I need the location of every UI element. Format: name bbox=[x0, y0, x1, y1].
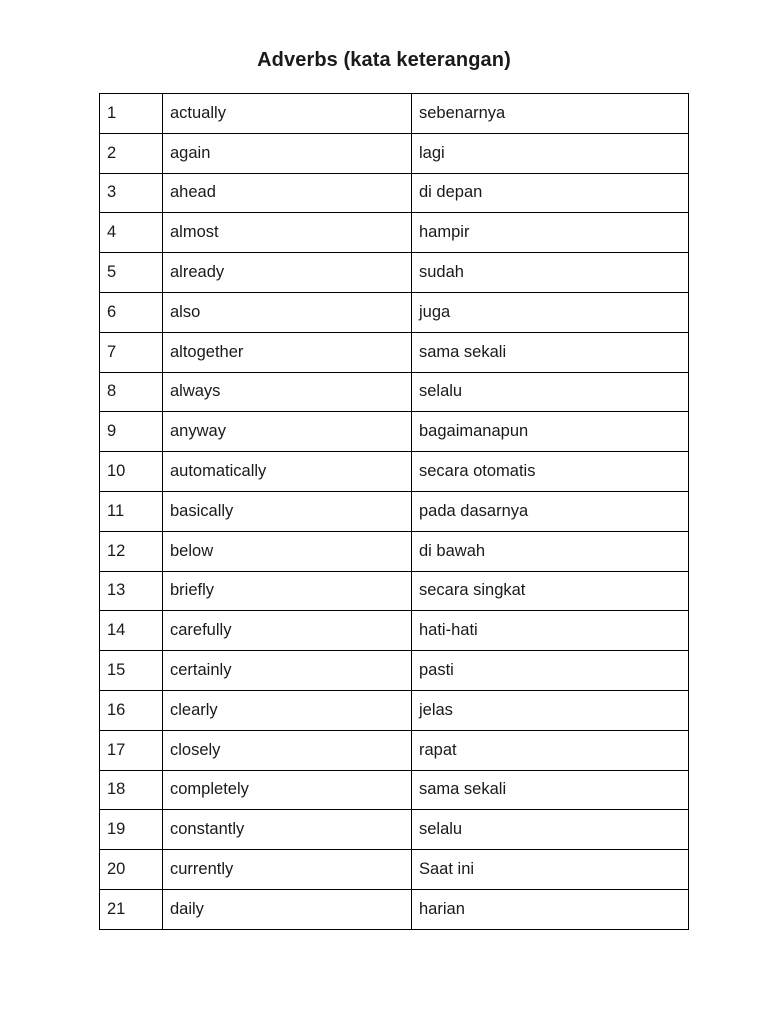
indonesian-translation-cell: juga bbox=[412, 292, 689, 332]
english-word-cell: also bbox=[163, 292, 412, 332]
indonesian-translation-cell: sebenarnya bbox=[412, 94, 689, 134]
indonesian-translation-cell: rapat bbox=[412, 730, 689, 770]
row-number-cell: 6 bbox=[100, 292, 163, 332]
table-row bbox=[100, 213, 689, 253]
row-number-cell: 2 bbox=[100, 133, 163, 173]
english-word-cell: closely bbox=[163, 730, 412, 770]
english-word-cell: daily bbox=[163, 889, 412, 929]
row-number-cell: 19 bbox=[100, 810, 163, 850]
english-word-cell: again bbox=[163, 133, 412, 173]
table-row bbox=[100, 770, 689, 810]
row-number-cell: 17 bbox=[100, 730, 163, 770]
indonesian-translation-cell: hampir bbox=[412, 213, 689, 253]
english-word-cell: carefully bbox=[163, 611, 412, 651]
english-word-cell: briefly bbox=[163, 571, 412, 611]
indonesian-translation-cell: secara singkat bbox=[412, 571, 689, 611]
table-row bbox=[100, 810, 689, 850]
indonesian-translation-cell: selalu bbox=[412, 810, 689, 850]
indonesian-translation-cell: di bawah bbox=[412, 531, 689, 571]
english-word-cell: currently bbox=[163, 850, 412, 890]
row-number-cell: 11 bbox=[100, 491, 163, 531]
english-word-cell: almost bbox=[163, 213, 412, 253]
vocabulary-table bbox=[99, 93, 689, 930]
row-number-cell: 20 bbox=[100, 850, 163, 890]
indonesian-translation-cell: secara otomatis bbox=[412, 452, 689, 492]
row-number-cell: 18 bbox=[100, 770, 163, 810]
table-row bbox=[100, 253, 689, 293]
indonesian-translation-cell: bagaimanapun bbox=[412, 412, 689, 452]
row-number-cell: 1 bbox=[100, 94, 163, 134]
indonesian-translation-cell: pada dasarnya bbox=[412, 491, 689, 531]
indonesian-translation-cell: lagi bbox=[412, 133, 689, 173]
table-row bbox=[100, 491, 689, 531]
english-word-cell: below bbox=[163, 531, 412, 571]
indonesian-translation-cell: pasti bbox=[412, 651, 689, 691]
table-row bbox=[100, 332, 689, 372]
row-number-cell: 5 bbox=[100, 253, 163, 293]
indonesian-translation-cell: sudah bbox=[412, 253, 689, 293]
row-number-cell: 4 bbox=[100, 213, 163, 253]
row-number-cell: 13 bbox=[100, 571, 163, 611]
table-row bbox=[100, 889, 689, 929]
english-word-cell: basically bbox=[163, 491, 412, 531]
english-word-cell: automatically bbox=[163, 452, 412, 492]
table-row bbox=[100, 690, 689, 730]
english-word-cell: actually bbox=[163, 94, 412, 134]
row-number-cell: 9 bbox=[100, 412, 163, 452]
indonesian-translation-cell: sama sekali bbox=[412, 770, 689, 810]
table-row bbox=[100, 651, 689, 691]
table-row bbox=[100, 452, 689, 492]
indonesian-translation-cell: selalu bbox=[412, 372, 689, 412]
indonesian-translation-cell: jelas bbox=[412, 690, 689, 730]
table-row bbox=[100, 571, 689, 611]
table-row bbox=[100, 133, 689, 173]
table-row bbox=[100, 173, 689, 213]
english-word-cell: altogether bbox=[163, 332, 412, 372]
row-number-cell: 15 bbox=[100, 651, 163, 691]
row-number-cell: 16 bbox=[100, 690, 163, 730]
english-word-cell: already bbox=[163, 253, 412, 293]
indonesian-translation-cell: di depan bbox=[412, 173, 689, 213]
english-word-cell: constantly bbox=[163, 810, 412, 850]
table-row bbox=[100, 850, 689, 890]
row-number-cell: 14 bbox=[100, 611, 163, 651]
english-word-cell: always bbox=[163, 372, 412, 412]
table-row bbox=[100, 531, 689, 571]
table-row bbox=[100, 730, 689, 770]
english-word-cell: clearly bbox=[163, 690, 412, 730]
row-number-cell: 7 bbox=[100, 332, 163, 372]
page-title: Adverbs (kata keterangan) bbox=[257, 49, 511, 71]
table-row bbox=[100, 611, 689, 651]
table-row bbox=[100, 94, 689, 134]
table-row bbox=[100, 292, 689, 332]
row-number-cell: 12 bbox=[100, 531, 163, 571]
row-number-cell: 10 bbox=[100, 452, 163, 492]
indonesian-translation-cell: harian bbox=[412, 889, 689, 929]
row-number-cell: 3 bbox=[100, 173, 163, 213]
vocabulary-table-body bbox=[100, 94, 689, 930]
indonesian-translation-cell: Saat ini bbox=[412, 850, 689, 890]
row-number-cell: 21 bbox=[100, 889, 163, 929]
english-word-cell: ahead bbox=[163, 173, 412, 213]
indonesian-translation-cell: hati-hati bbox=[412, 611, 689, 651]
indonesian-translation-cell: sama sekali bbox=[412, 332, 689, 372]
english-word-cell: anyway bbox=[163, 412, 412, 452]
english-word-cell: completely bbox=[163, 770, 412, 810]
english-word-cell: certainly bbox=[163, 651, 412, 691]
table-row bbox=[100, 412, 689, 452]
table-row bbox=[100, 372, 689, 412]
row-number-cell: 8 bbox=[100, 372, 163, 412]
